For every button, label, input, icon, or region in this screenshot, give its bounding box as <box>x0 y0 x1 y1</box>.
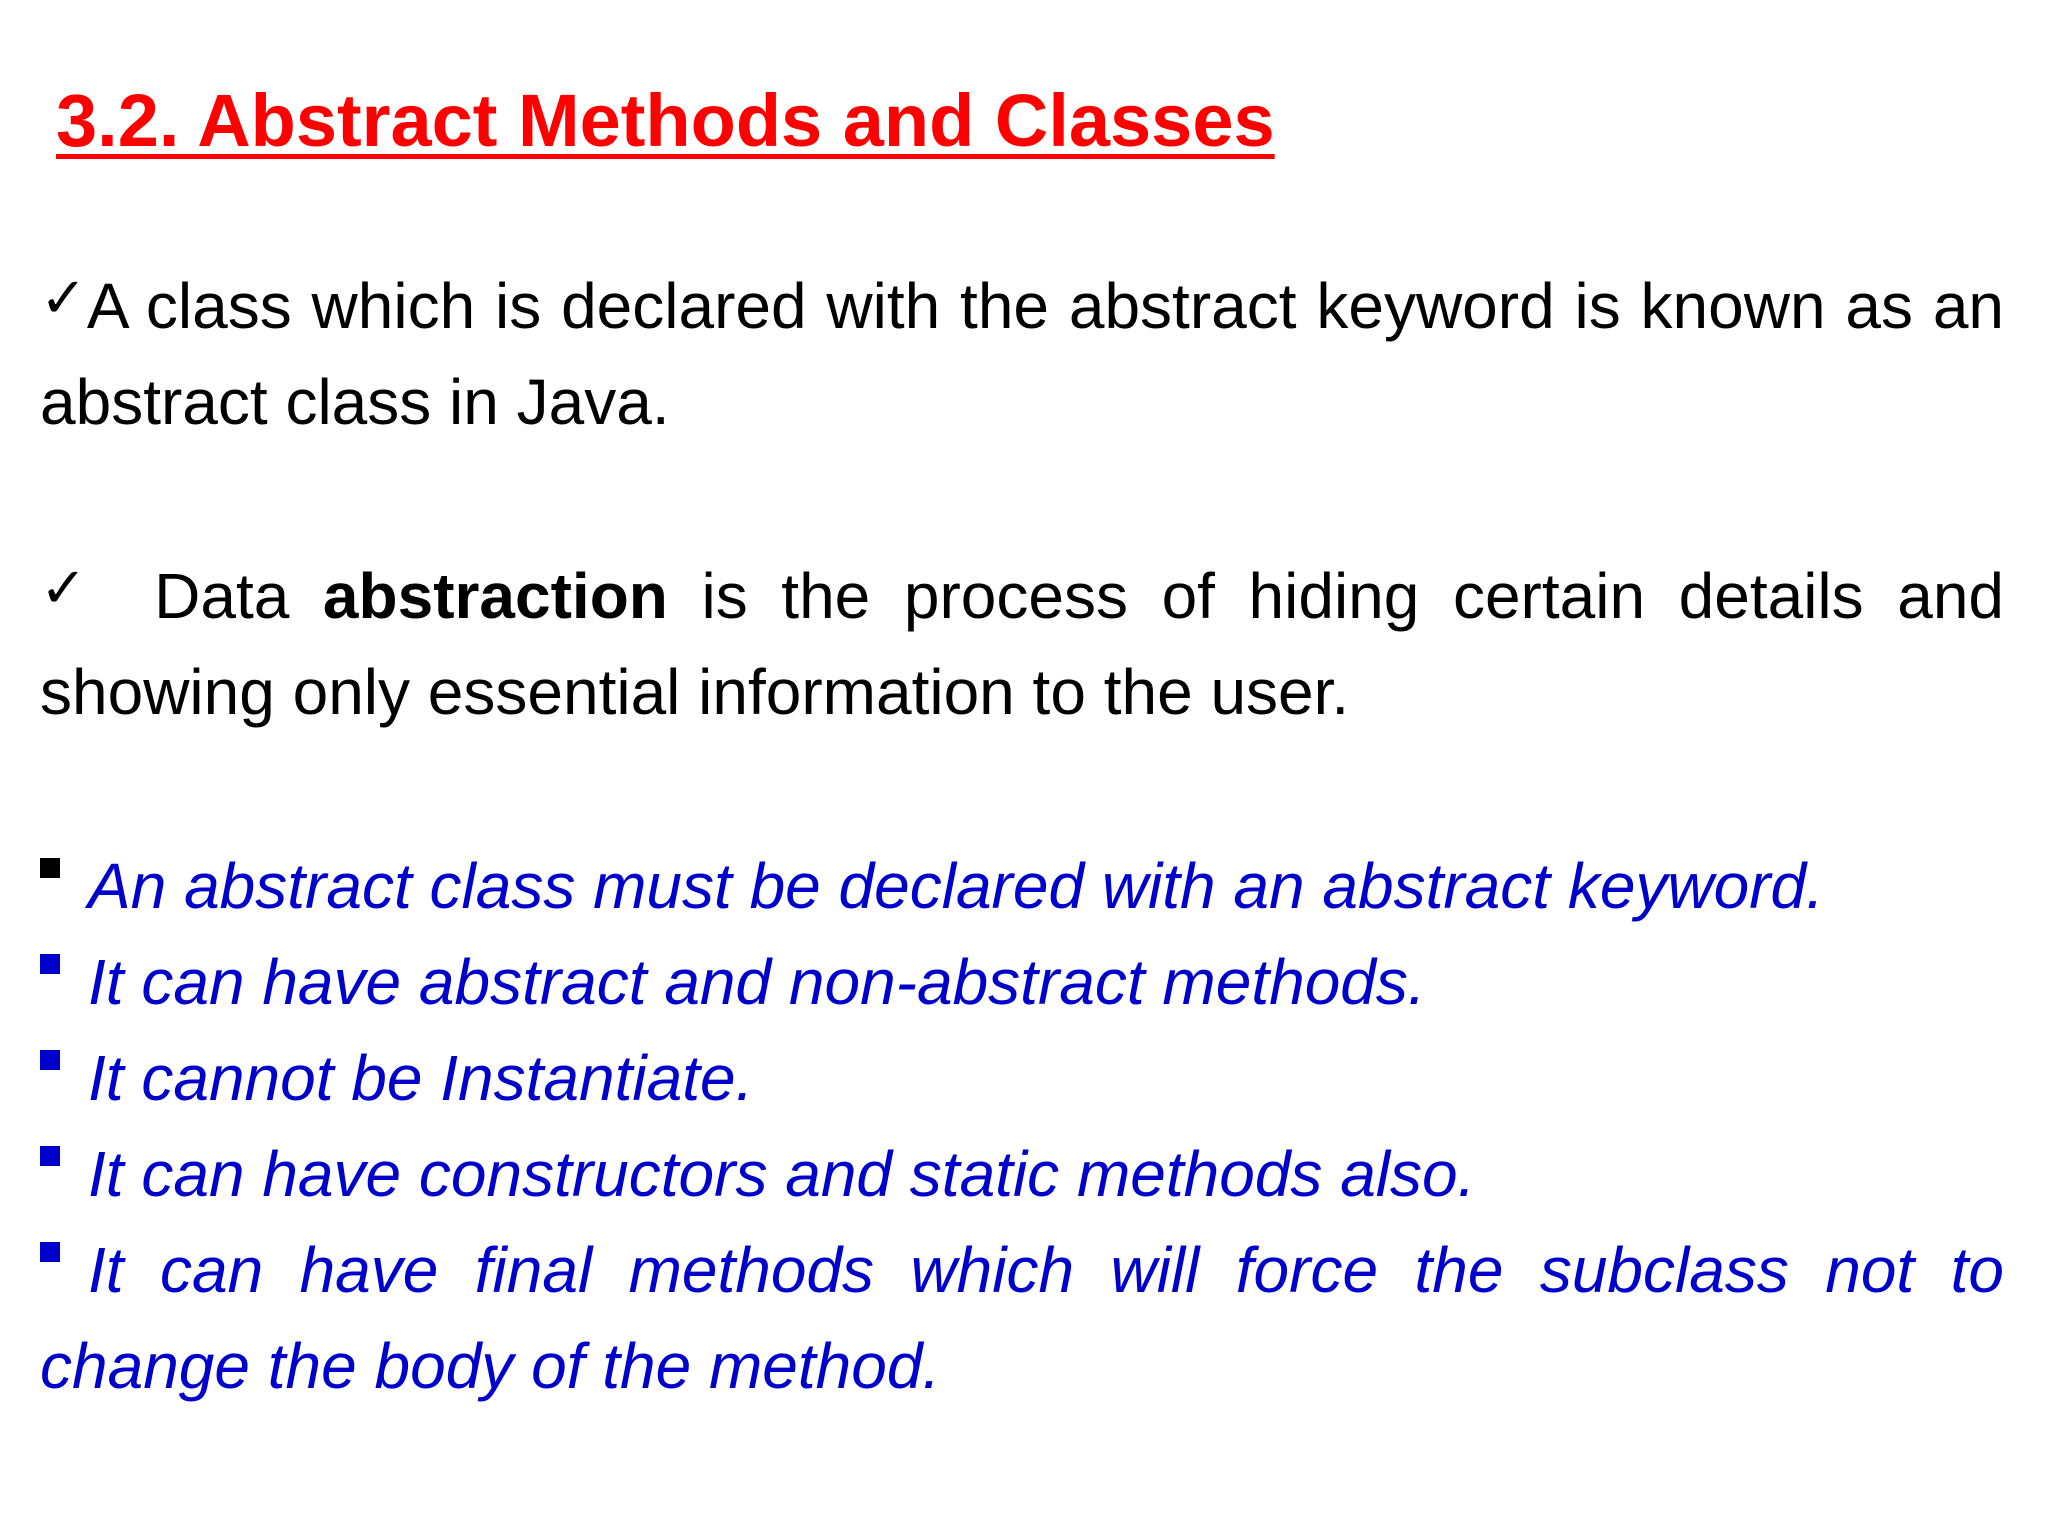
square-bullet-icon <box>40 1146 60 1166</box>
square-bullet-icon <box>40 858 60 878</box>
checkmark-icon: ✓ <box>40 556 87 619</box>
paragraph-data-abstraction <box>40 548 2004 740</box>
list-item <box>40 1222 2004 1414</box>
list-item-text: It can have final methods which will force the subclass not to change the body of the method. <box>40 1234 2004 1402</box>
list-item <box>40 838 2004 934</box>
list-item <box>40 1126 2004 1222</box>
abstract-class-rules-list <box>40 838 2004 1414</box>
list-item-text: It can have abstract and non-abstract methods. <box>88 946 1426 1018</box>
list-item <box>40 1030 2004 1126</box>
square-bullet-icon <box>40 1242 60 1262</box>
paragraph-data-abstraction-rest: is the process of hiding certain details and showing only essential information to the user. <box>40 560 2005 728</box>
list-item-text: An abstract class must be declared with an abstract keyword. <box>88 850 1824 922</box>
list-item-text: It cannot be Instantiate. <box>88 1042 754 1114</box>
slide-title: 3.2. Abstract Methods and Classes <box>56 79 1275 162</box>
list-item <box>40 934 2004 1030</box>
paragraph-abstract-class <box>40 258 2004 450</box>
square-bullet-icon <box>40 954 60 974</box>
square-bullet-icon <box>40 1050 60 1070</box>
paragraph-abstract-class-text: A class which is declared with the abstract keyword is known as an abstract class in Java. <box>40 270 2004 438</box>
list-item-text: It can have constructors and static methods also. <box>88 1138 1476 1210</box>
checkmark-icon: ✓ <box>40 266 87 329</box>
paragraph-data-abstraction-lead: Data <box>154 560 323 632</box>
paragraph-data-abstraction-bold: abstraction <box>322 560 668 632</box>
